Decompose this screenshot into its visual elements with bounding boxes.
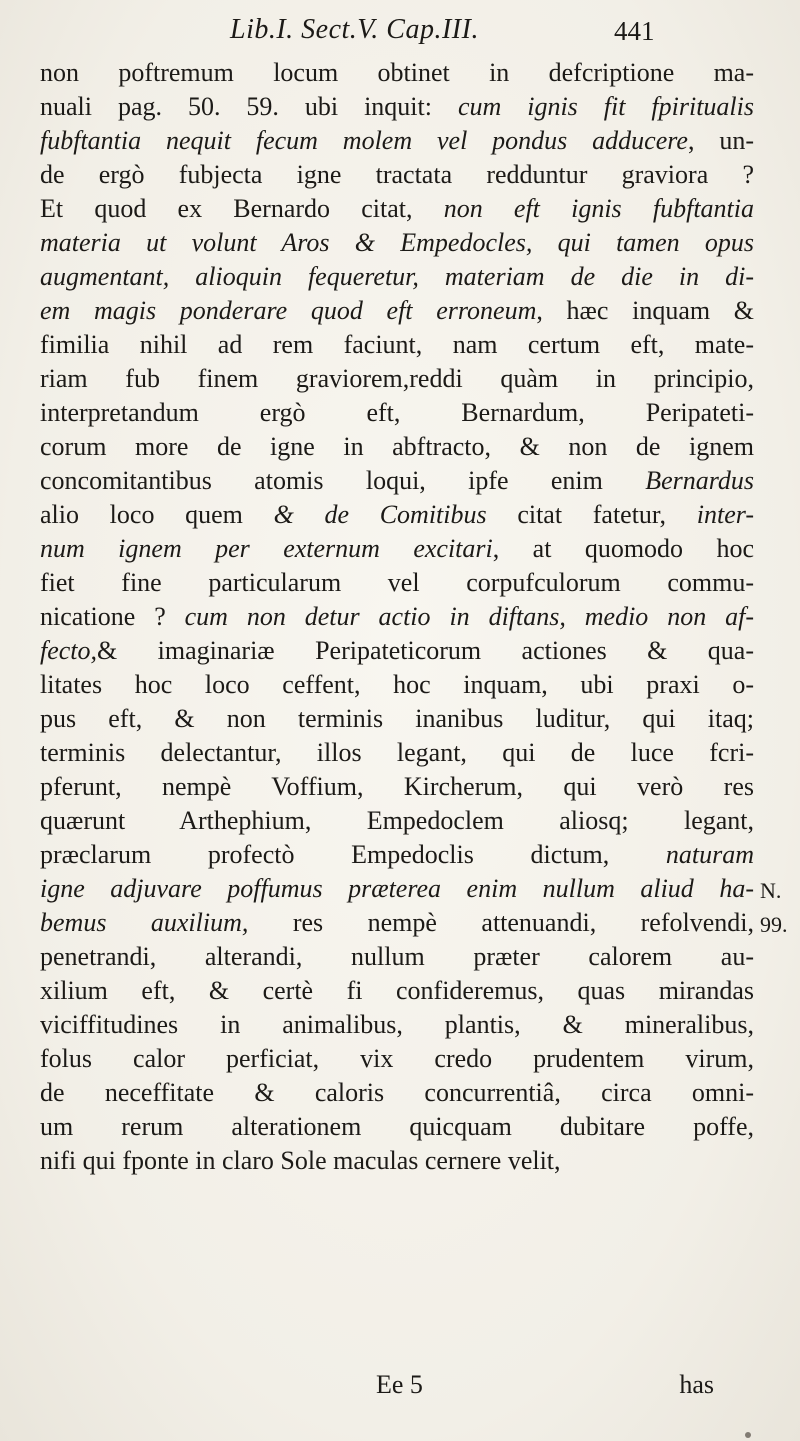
text-line bbox=[40, 1008, 754, 1042]
text-line bbox=[40, 498, 754, 532]
page-number: 441 bbox=[614, 16, 655, 46]
italic-segment: num ignem per externum excitari bbox=[40, 534, 493, 563]
roman-segment: citat fatetur, bbox=[486, 500, 697, 529]
text-line bbox=[40, 294, 754, 328]
roman-segment: penetrandi, alterandi, nullum præter calorem au- bbox=[40, 942, 754, 971]
signature-mark: Ee 5 bbox=[376, 1370, 423, 1399]
roman-segment: pus eft, & non terminis inanibus luditur, qui itaq; bbox=[40, 704, 754, 733]
text-line bbox=[40, 90, 754, 124]
margin-note: 99. bbox=[760, 912, 788, 937]
roman-segment: viciffitudines in animalibus, plantis, & mineralibus, bbox=[40, 1010, 754, 1039]
italic-segment: igne adjuvare poffumus præterea enim nullum aliud ha- bbox=[40, 874, 754, 903]
text-line bbox=[40, 634, 754, 668]
italic-segment: naturam bbox=[665, 840, 754, 869]
text-line bbox=[40, 872, 754, 906]
roman-segment: quærunt Arthephium, Empedoclem aliosq; legant, bbox=[40, 806, 754, 835]
roman-segment: præclarum profectò Empedoclis dictum, bbox=[40, 840, 666, 869]
text-line bbox=[40, 158, 754, 192]
roman-segment: terminis delectantur, illos legant, qui de luce fcri- bbox=[40, 738, 754, 767]
roman-segment: de neceffitate & caloris concurrentiâ, circa omni- bbox=[40, 1078, 754, 1107]
italic-segment: em magis ponderare quod eft erroneum bbox=[40, 296, 537, 325]
roman-segment: interpretandum ergò eft, Bernardum, Peripateti- bbox=[40, 398, 754, 427]
text-line bbox=[40, 838, 754, 872]
italic-segment: fubftantia nequit fecum molem vel pondus adducere bbox=[40, 126, 688, 155]
text-line bbox=[40, 328, 754, 362]
catchword: has bbox=[679, 1370, 714, 1399]
roman-segment: folus calor perficiat, vix credo prudentem virum, bbox=[40, 1044, 754, 1073]
italic-segment: fecto, bbox=[40, 636, 98, 665]
italic-segment: inter- bbox=[696, 500, 754, 529]
roman-segment: nuali pag. 50. 59. ubi inquit: bbox=[40, 92, 458, 121]
roman-segment: non poftremum locum obtinet in defcriptione ma- bbox=[40, 58, 754, 87]
body-text bbox=[40, 56, 754, 1178]
text-line bbox=[40, 226, 754, 260]
text-line bbox=[40, 1076, 754, 1110]
italic-segment: Bernardus bbox=[645, 466, 754, 495]
roman-segment: pferunt, nempè Voffium, Kircherum, qui verò res bbox=[40, 772, 754, 801]
italic-segment: augmentant, alioquin fequeretur, materiam de die in di- bbox=[40, 262, 754, 291]
roman-segment: litates hoc loco ceffent, hoc inquam, ubi praxi o- bbox=[40, 670, 754, 699]
text-line bbox=[40, 362, 754, 396]
ink-spot bbox=[745, 1432, 751, 1438]
margin-note: N. bbox=[760, 878, 782, 903]
text-line bbox=[40, 974, 754, 1008]
roman-segment: fimilia nihil ad rem faciunt, nam certum eft, mate- bbox=[40, 330, 754, 359]
roman-segment: corum more de igne in abftracto, & non de ignem bbox=[40, 432, 754, 461]
roman-segment: concomitantibus atomis loqui, ipfe enim bbox=[40, 466, 646, 495]
text-line bbox=[40, 736, 754, 770]
text-line bbox=[40, 600, 754, 634]
roman-segment: , at quomodo hoc bbox=[492, 534, 754, 563]
roman-segment: nicatione ? bbox=[40, 602, 185, 631]
italic-segment: cum non detur actio in diftans, medio non af- bbox=[184, 602, 754, 631]
text-line bbox=[40, 1110, 754, 1144]
italic-segment: bemus auxilium, bbox=[40, 908, 249, 937]
italic-segment: & de Comitibus bbox=[273, 500, 487, 529]
footer bbox=[40, 1370, 754, 1404]
italic-segment: materia ut volunt Aros & Empedocles, qui tamen opus bbox=[40, 228, 754, 257]
text-line bbox=[40, 804, 754, 838]
running-head: Lib.I. Sect.V. Cap.III. bbox=[230, 14, 479, 45]
text-line bbox=[40, 1042, 754, 1076]
roman-segment: res nempè attenuandi, refolvendi, bbox=[248, 908, 754, 937]
text-line bbox=[40, 464, 754, 498]
text-line bbox=[40, 192, 754, 226]
roman-segment: riam fub finem graviorem,reddi quàm in principio, bbox=[40, 364, 754, 393]
text-line bbox=[40, 668, 754, 702]
roman-segment: , un- bbox=[687, 126, 754, 155]
text-line bbox=[40, 430, 754, 464]
text-line bbox=[40, 396, 754, 430]
roman-segment: , hæc inquam & bbox=[536, 296, 754, 325]
roman-segment: Et quod ex Bernardo citat, bbox=[40, 194, 444, 223]
text-line bbox=[40, 940, 754, 974]
italic-segment: non eft ignis fubftantia bbox=[443, 194, 755, 223]
roman-segment: & imaginariæ Peripateticorum actiones & qua- bbox=[97, 636, 754, 665]
text-line bbox=[40, 532, 754, 566]
text-line bbox=[40, 702, 754, 736]
roman-segment: nifi qui fponte in claro Sole maculas cernere velit, bbox=[40, 1146, 561, 1175]
text-line bbox=[40, 906, 754, 940]
roman-segment: xilium eft, & certè fi confideremus, quas mirandas bbox=[40, 976, 754, 1005]
roman-segment: um rerum alterationem quicquam dubitare poffe, bbox=[40, 1112, 754, 1141]
text-line bbox=[40, 260, 754, 294]
text-line bbox=[40, 566, 754, 600]
italic-segment: cum ignis fit fpiritualis bbox=[457, 92, 754, 121]
text-line bbox=[40, 1144, 754, 1178]
roman-segment: de ergò fubjecta igne tractata redduntur graviora ? bbox=[40, 160, 754, 189]
text-line bbox=[40, 124, 754, 158]
roman-segment: fiet fine particularum vel corpufculorum commu- bbox=[40, 568, 754, 597]
roman-segment: alio loco quem bbox=[40, 500, 274, 529]
text-line bbox=[40, 770, 754, 804]
text-line bbox=[40, 56, 754, 90]
